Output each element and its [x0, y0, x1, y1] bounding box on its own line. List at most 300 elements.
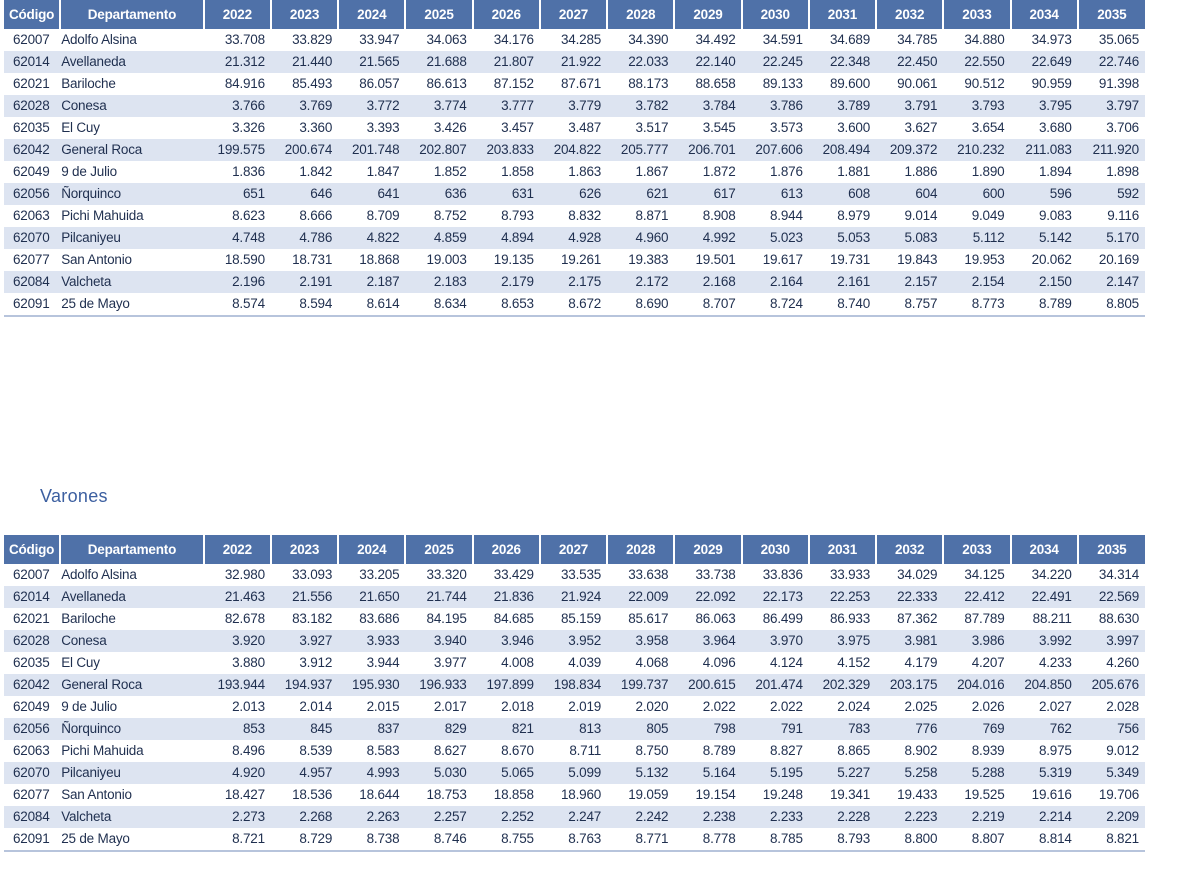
cell-value: 3.326 — [232, 120, 265, 135]
cell-value: 4.786 — [271, 227, 338, 249]
cell-value: 3.880 — [232, 655, 265, 670]
cell-value: 837 — [338, 718, 405, 740]
cell-code: 62021 — [13, 611, 50, 626]
cell-value: 2.242 — [607, 806, 674, 828]
cell-value: 608 — [809, 183, 876, 205]
cell-value: 5.227 — [809, 762, 876, 784]
header-year: 2029 — [674, 535, 741, 564]
cell-value: 2.263 — [338, 806, 405, 828]
cell-code: 62070 — [4, 762, 60, 784]
cell-value: 86.933 — [829, 611, 871, 626]
cell-value: 1.858 — [501, 164, 534, 179]
cell-value: 8.627 — [433, 743, 467, 758]
header-year: 2034 — [1011, 535, 1078, 564]
cell-value: 19.616 — [1031, 787, 1072, 802]
cell-value: 8.805 — [1078, 293, 1145, 316]
cell-value: 2.027 — [1038, 699, 1072, 714]
header-year: 2028 — [607, 535, 674, 564]
table-row — [4, 51, 1145, 73]
cell-value: 2.022 — [770, 699, 803, 714]
header-year: 2022 — [204, 535, 271, 564]
cell-value: 8.707 — [674, 293, 741, 316]
cell-value: 22.649 — [1011, 51, 1078, 73]
cell-value: 204.016 — [943, 674, 1010, 696]
cell-value: 4.124 — [770, 655, 803, 670]
cell-value: 34.973 — [1031, 32, 1072, 47]
cell-value: 5.083 — [876, 227, 943, 249]
cell-value: 88.173 — [628, 76, 669, 91]
cell-value: 2.154 — [943, 271, 1010, 293]
cell-value: 3.933 — [338, 630, 405, 652]
cell-value: 21.650 — [338, 586, 405, 608]
cell-department: Pichi Mahuida — [61, 208, 144, 223]
cell-value: 8.574 — [204, 293, 271, 316]
header-year: 2031 — [809, 535, 876, 564]
cell-value: 22.450 — [876, 51, 943, 73]
cell-value: 3.782 — [607, 95, 674, 117]
cell-department: Pichi Mahuida — [61, 743, 144, 758]
cell-value: 19.341 — [829, 787, 871, 802]
cell-value: 4.260 — [1106, 655, 1139, 670]
cell-value: 209.372 — [876, 139, 943, 161]
cell-department: Adolfo Alsina — [61, 32, 137, 47]
cell-value: 3.970 — [742, 630, 809, 652]
cell-value: 18.731 — [292, 252, 333, 267]
cell-value: 2.223 — [876, 806, 943, 828]
cell-value: 8.800 — [876, 828, 943, 851]
cell-value: 3.774 — [405, 95, 472, 117]
cell-value: 5.349 — [1078, 762, 1145, 784]
cell-value: 2.025 — [904, 699, 938, 714]
cell-value: 2.214 — [1011, 806, 1078, 828]
cell-value: 22.550 — [943, 51, 1010, 73]
cell-value: 8.979 — [837, 208, 871, 223]
cell-department: El Cuy — [61, 655, 100, 670]
cell-value: 22.092 — [674, 586, 741, 608]
cell-value: 22.253 — [809, 586, 876, 608]
cell-value: 8.908 — [702, 208, 736, 223]
cell-value: 3.946 — [473, 630, 540, 652]
cell-code: 62056 — [4, 718, 60, 740]
cell-value: 4.207 — [971, 655, 1005, 670]
header-year: 2022 — [204, 0, 271, 29]
cell-value: 8.653 — [473, 293, 540, 316]
cell-value: 829 — [405, 718, 472, 740]
cell-value: 3.795 — [1011, 95, 1078, 117]
cell-department: San Antonio — [61, 787, 132, 802]
cell-value: 5.170 — [1078, 227, 1145, 249]
cell-value: 20.062 — [1031, 252, 1072, 267]
table-row — [4, 29, 1145, 51]
cell-value: 34.029 — [897, 567, 938, 582]
cell-department: Bariloche — [61, 76, 116, 91]
table-row — [4, 271, 1145, 293]
table-row — [4, 696, 1145, 718]
cell-value: 8.729 — [271, 828, 338, 851]
cell-value: 3.706 — [1106, 120, 1139, 135]
cell-code: 62084 — [4, 806, 60, 828]
cell-code: 62028 — [4, 630, 60, 652]
cell-value: 89.600 — [829, 76, 871, 91]
cell-value: 211.083 — [1011, 139, 1078, 161]
cell-value: 5.142 — [1011, 227, 1078, 249]
cell-value: 203.175 — [876, 674, 943, 696]
cell-code: 62063 — [13, 743, 50, 758]
cell-value: 8.709 — [366, 208, 400, 223]
cell-value: 8.496 — [232, 743, 265, 758]
cell-value: 203.833 — [473, 139, 540, 161]
cell-value: 3.766 — [204, 95, 271, 117]
cell-value: 798 — [674, 718, 741, 740]
cell-value: 3.487 — [568, 120, 602, 135]
cell-department: Conesa — [60, 95, 204, 117]
cell-code: 62035 — [13, 120, 50, 135]
cell-value: 8.807 — [943, 828, 1010, 851]
cell-value: 3.944 — [366, 655, 400, 670]
cell-value: 34.591 — [762, 32, 803, 47]
header-year: 2029 — [674, 0, 741, 29]
cell-value: 2.026 — [971, 699, 1005, 714]
table-row — [4, 293, 1145, 316]
cell-value: 90.959 — [1031, 76, 1072, 91]
cell-value: 84.685 — [493, 611, 534, 626]
cell-value: 33.829 — [292, 32, 333, 47]
cell-value: 2.191 — [271, 271, 338, 293]
cell-value: 18.536 — [292, 787, 333, 802]
cell-value: 8.666 — [299, 208, 333, 223]
cell-value: 2.196 — [204, 271, 271, 293]
cell-value: 2.028 — [1106, 699, 1139, 714]
cell-value: 8.750 — [635, 743, 669, 758]
cell-value: 22.348 — [809, 51, 876, 73]
cell-value: 90.512 — [964, 76, 1005, 91]
cell-code: 62042 — [4, 139, 60, 161]
cell-value: 3.958 — [607, 630, 674, 652]
cell-value: 3.654 — [971, 120, 1005, 135]
header-row — [4, 0, 1145, 29]
cell-value: 21.744 — [405, 586, 472, 608]
cell-department: Avellaneda — [60, 51, 204, 73]
cell-department: 9 de Julio — [61, 699, 117, 714]
cell-value: 195.930 — [338, 674, 405, 696]
cell-value: 821 — [473, 718, 540, 740]
cell-value: 21.836 — [473, 586, 540, 608]
cell-value: 1.842 — [299, 164, 333, 179]
cell-value: 3.964 — [674, 630, 741, 652]
header-year: 2027 — [540, 535, 607, 564]
table-body — [4, 29, 1145, 316]
cell-value: 2.179 — [473, 271, 540, 293]
cell-code: 62091 — [4, 828, 60, 851]
cell-value: 5.319 — [1011, 762, 1078, 784]
header-year: 2025 — [405, 0, 472, 29]
table-row — [4, 227, 1145, 249]
header-year: 2024 — [338, 535, 405, 564]
cell-code: 62070 — [4, 227, 60, 249]
cell-value: 4.152 — [837, 655, 871, 670]
cell-department: Avellaneda — [60, 586, 204, 608]
cell-value: 4.992 — [674, 227, 741, 249]
cell-value: 646 — [271, 183, 338, 205]
cell-value: 5.023 — [742, 227, 809, 249]
cell-department: 9 de Julio — [61, 164, 117, 179]
header-year: 2027 — [540, 0, 607, 29]
table-row — [4, 762, 1145, 784]
cell-value: 198.834 — [540, 674, 607, 696]
cell-value: 21.463 — [204, 586, 271, 608]
cell-value: 19.433 — [897, 787, 938, 802]
cell-department: Pilcaniyeu — [60, 762, 204, 784]
cell-value: 8.738 — [338, 828, 405, 851]
cell-value: 21.807 — [473, 51, 540, 73]
cell-value: 34.492 — [695, 32, 736, 47]
cell-value: 202.807 — [405, 139, 472, 161]
cell-value: 19.953 — [964, 252, 1005, 267]
table-body — [4, 564, 1145, 851]
cell-value: 8.757 — [876, 293, 943, 316]
table-row — [4, 630, 1145, 652]
header-year: 2023 — [271, 535, 338, 564]
header-year: 2026 — [473, 0, 540, 29]
cell-value: 19.383 — [628, 252, 669, 267]
cell-value: 8.793 — [501, 208, 534, 223]
header-year: 2023 — [271, 0, 338, 29]
cell-value: 197.899 — [473, 674, 540, 696]
cell-value: 21.440 — [271, 51, 338, 73]
cell-value: 1.876 — [770, 164, 803, 179]
cell-code: 62049 — [13, 699, 50, 714]
cell-value: 5.288 — [943, 762, 1010, 784]
table-row — [4, 564, 1145, 586]
cell-department: Valcheta — [60, 806, 204, 828]
table-row — [4, 183, 1145, 205]
cell-value: 22.333 — [876, 586, 943, 608]
cell-value: 8.711 — [569, 743, 602, 758]
cell-value: 8.793 — [809, 828, 876, 851]
cell-value: 813 — [540, 718, 607, 740]
header-year: 2033 — [943, 535, 1010, 564]
cell-code: 62007 — [13, 32, 50, 47]
cell-department: Valcheta — [60, 271, 204, 293]
cell-value: 2.219 — [943, 806, 1010, 828]
cell-department: Adolfo Alsina — [61, 567, 137, 582]
cell-value: 210.232 — [943, 139, 1010, 161]
cell-value: 21.312 — [204, 51, 271, 73]
cell-value: 3.793 — [943, 95, 1010, 117]
cell-value: 4.008 — [501, 655, 534, 670]
cell-value: 91.398 — [1098, 76, 1139, 91]
cell-value: 3.772 — [338, 95, 405, 117]
cell-value: 8.789 — [702, 743, 736, 758]
cell-value: 18.590 — [224, 252, 265, 267]
cell-value: 8.746 — [405, 828, 472, 851]
cell-value: 4.928 — [540, 227, 607, 249]
cell-value: 3.977 — [433, 655, 467, 670]
cell-value: 88.658 — [695, 76, 736, 91]
cell-value: 3.975 — [809, 630, 876, 652]
cell-value: 2.168 — [674, 271, 741, 293]
cell-value: 87.362 — [897, 611, 938, 626]
table-row — [4, 249, 1145, 271]
cell-value: 2.228 — [809, 806, 876, 828]
cell-value: 33.708 — [224, 32, 265, 47]
cell-value: 199.575 — [204, 139, 271, 161]
population-table-total — [4, 0, 1145, 317]
cell-value: 196.933 — [405, 674, 472, 696]
cell-code: 62077 — [13, 252, 50, 267]
header-year: 2035 — [1078, 535, 1145, 564]
cell-value: 4.748 — [204, 227, 271, 249]
cell-value: 202.329 — [809, 674, 876, 696]
cell-value: 2.175 — [540, 271, 607, 293]
cell-value: 853 — [204, 718, 271, 740]
table-row — [4, 608, 1145, 630]
cell-value: 783 — [809, 718, 876, 740]
cell-value: 205.676 — [1078, 674, 1145, 696]
cell-value: 2.013 — [232, 699, 265, 714]
cell-value: 4.957 — [271, 762, 338, 784]
cell-value: 18.753 — [426, 787, 467, 802]
cell-value: 8.721 — [204, 828, 271, 851]
cell-value: 8.740 — [809, 293, 876, 316]
header-year: 2035 — [1078, 0, 1145, 29]
cell-code: 62042 — [4, 674, 60, 696]
cell-value: 21.688 — [405, 51, 472, 73]
cell-value: 9.116 — [1107, 208, 1139, 223]
cell-value: 2.257 — [405, 806, 472, 828]
cell-value: 32.980 — [224, 567, 265, 582]
cell-value: 8.752 — [433, 208, 467, 223]
header-year: 2033 — [943, 0, 1010, 29]
cell-value: 35.065 — [1098, 32, 1139, 47]
cell-department: Pilcaniyeu — [60, 227, 204, 249]
cell-value: 200.615 — [674, 674, 741, 696]
cell-value: 194.937 — [271, 674, 338, 696]
cell-value: 631 — [473, 183, 540, 205]
cell-value: 3.789 — [809, 95, 876, 117]
cell-value: 33.738 — [695, 567, 736, 582]
cell-code: 62084 — [4, 271, 60, 293]
cell-value: 769 — [943, 718, 1010, 740]
table-row — [4, 117, 1145, 139]
cell-value: 18.868 — [359, 252, 400, 267]
cell-value: 8.763 — [540, 828, 607, 851]
table-row — [4, 586, 1145, 608]
cell-value: 3.680 — [1038, 120, 1072, 135]
cell-value: 1.894 — [1038, 164, 1072, 179]
cell-value: 85.159 — [561, 611, 602, 626]
cell-value: 206.701 — [674, 139, 741, 161]
cell-value: 200.674 — [271, 139, 338, 161]
cell-value: 8.690 — [607, 293, 674, 316]
cell-value: 8.821 — [1078, 828, 1145, 851]
cell-value: 33.836 — [762, 567, 803, 582]
cell-value: 4.920 — [204, 762, 271, 784]
cell-code: 62091 — [4, 293, 60, 316]
cell-value: 8.778 — [674, 828, 741, 851]
cell-code: 62056 — [4, 183, 60, 205]
cell-value: 2.164 — [742, 271, 809, 293]
cell-value: 3.784 — [674, 95, 741, 117]
cell-value: 651 — [204, 183, 271, 205]
cell-value: 8.755 — [473, 828, 540, 851]
cell-value: 8.583 — [366, 743, 400, 758]
cell-value: 3.786 — [742, 95, 809, 117]
table-row — [4, 828, 1145, 851]
header-year: 2028 — [607, 0, 674, 29]
cell-value: 4.039 — [568, 655, 602, 670]
cell-value: 18.960 — [561, 787, 602, 802]
cell-value: 1.890 — [971, 164, 1005, 179]
section-title-varones: Varones — [40, 486, 108, 506]
cell-value: 1.886 — [904, 164, 938, 179]
table-row — [4, 73, 1145, 95]
header-year: 2025 — [405, 535, 472, 564]
cell-value: 33.638 — [628, 567, 669, 582]
cell-value: 2.268 — [271, 806, 338, 828]
cell-value: 88.211 — [1032, 611, 1072, 626]
cell-department: San Antonio — [61, 252, 132, 267]
table-row — [4, 95, 1145, 117]
table-row — [4, 652, 1145, 674]
cell-value: 617 — [674, 183, 741, 205]
cell-value: 34.785 — [897, 32, 938, 47]
cell-value: 9.083 — [1038, 208, 1072, 223]
cell-value: 19.135 — [493, 252, 534, 267]
table-row — [4, 161, 1145, 183]
cell-value: 86.057 — [359, 76, 400, 91]
cell-value: 2.157 — [876, 271, 943, 293]
cell-value: 4.859 — [405, 227, 472, 249]
cell-value: 3.517 — [635, 120, 669, 135]
cell-value: 33.933 — [829, 567, 871, 582]
cell-code: 62021 — [13, 76, 50, 91]
cell-value: 204.850 — [1011, 674, 1078, 696]
cell-value: 5.195 — [742, 762, 809, 784]
cell-value: 1.867 — [635, 164, 669, 179]
cell-value: 22.569 — [1078, 586, 1145, 608]
header-year: 2030 — [742, 0, 809, 29]
cell-value: 636 — [405, 183, 472, 205]
cell-department: General Roca — [60, 139, 204, 161]
cell-value: 1.898 — [1106, 164, 1139, 179]
cell-value: 19.731 — [829, 252, 871, 267]
cell-code: 62049 — [13, 164, 50, 179]
cell-value: 2.209 — [1078, 806, 1145, 828]
cell-value: 84.916 — [224, 76, 265, 91]
cell-value: 776 — [876, 718, 943, 740]
cell-value: 4.822 — [338, 227, 405, 249]
cell-value: 5.258 — [876, 762, 943, 784]
cell-value: 8.814 — [1011, 828, 1078, 851]
cell-value: 3.992 — [1011, 630, 1078, 652]
cell-value: 18.858 — [493, 787, 534, 802]
cell-value: 845 — [271, 718, 338, 740]
cell-value: 1.863 — [568, 164, 602, 179]
cell-value: 3.545 — [702, 120, 736, 135]
cell-value: 211.920 — [1078, 139, 1145, 161]
cell-value: 33.205 — [359, 567, 400, 582]
cell-value: 8.771 — [607, 828, 674, 851]
cell-value: 5.053 — [809, 227, 876, 249]
cell-value: 8.902 — [904, 743, 938, 758]
cell-code: 62028 — [4, 95, 60, 117]
cell-value: 4.096 — [702, 655, 736, 670]
cell-value: 86.063 — [695, 611, 736, 626]
cell-value: 3.952 — [540, 630, 607, 652]
cell-department: Conesa — [60, 630, 204, 652]
cell-value: 1.847 — [366, 164, 400, 179]
